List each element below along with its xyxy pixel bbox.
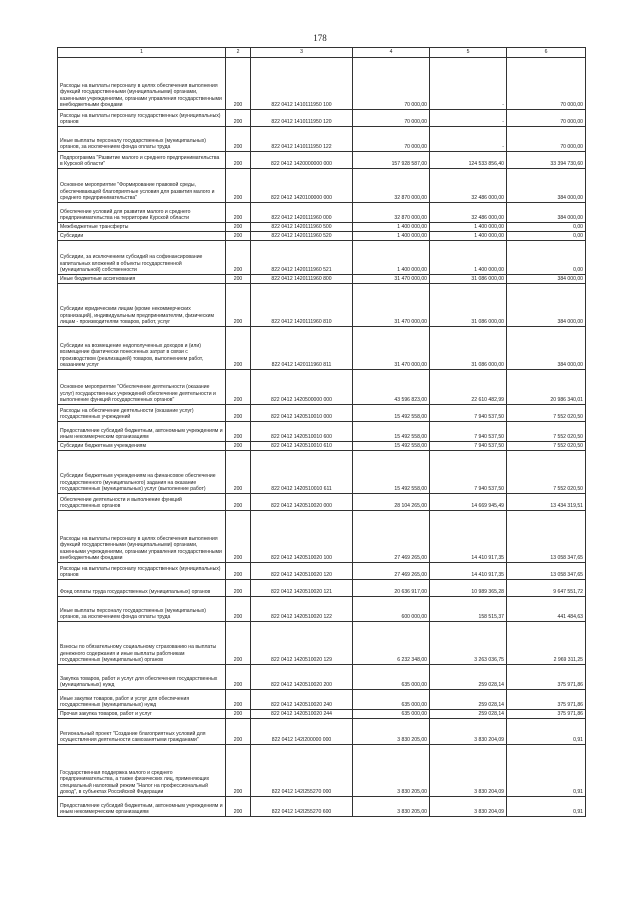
row-name: Обеспечение условий для развития малого и среднего предпринимательства на территории Курской области <box>58 203 226 223</box>
row-code: 200 <box>226 284 251 327</box>
row-classification: 822 0412 1420510010 610 <box>251 442 353 451</box>
row-classification: 822 0412 1420111960 520 <box>251 232 353 241</box>
row-name: Субсидии юридическим лицам (кроме некоммерческих организаций), индивидуальным предпринимателям, физическим лицам - производителям товаров, работ, услуг <box>58 284 226 327</box>
row-classification: 822 0412 1420510020 120 <box>251 563 353 580</box>
row-remaining: 384 000,00 <box>507 275 586 284</box>
row-name: Основное мероприятие "Формирование правовой среды, обеспечивающей благоприятные условия для развития малого и среднего предпринимательства" <box>58 169 226 203</box>
row-name: Субсидии, за исключением субсидий на софинансирование капитальных вложений в объекты государственной (муниципальной) собственности <box>58 241 226 275</box>
row-remaining: 33 394 730,60 <box>507 152 586 169</box>
table-row <box>58 203 586 223</box>
row-remaining: 0,00 <box>507 223 586 232</box>
row-remaining: 384 000,00 <box>507 203 586 223</box>
row-remaining: 13 058 347,65 <box>507 563 586 580</box>
row-code: 200 <box>226 223 251 232</box>
row-executed: 259 028,14 <box>430 710 507 719</box>
row-name: Закупка товаров, работ и услуг для обеспечения государственных (муниципальных) нужд <box>58 665 226 690</box>
row-classification: 822 0412 1420510020 129 <box>251 622 353 665</box>
table-row <box>58 241 586 275</box>
table-row <box>58 719 586 745</box>
row-name: Фонд оплаты труда государственных (муниципальных) органов <box>58 580 226 597</box>
row-classification: 822 0412 142I255270 600 <box>251 797 353 817</box>
table-row <box>58 169 586 203</box>
row-remaining: 13 058 347,65 <box>507 511 586 563</box>
row-executed: 7 940 537,50 <box>430 442 507 451</box>
row-approved: 635 000,00 <box>353 690 430 710</box>
row-approved: 15 492 558,00 <box>353 405 430 422</box>
row-executed: 10 989 365,28 <box>430 580 507 597</box>
row-code: 200 <box>226 710 251 719</box>
row-name: Субсидии на возмещение недополученных доходов и (или) возмещение фактически понесенных затрат в связи с производством (реализацией) товаров, выполнением работ, оказанием услуг <box>58 327 226 370</box>
table-row <box>58 110 586 127</box>
row-executed: 3 263 036,75 <box>430 622 507 665</box>
table-row <box>58 665 586 690</box>
row-remaining: 70 000,00 <box>507 127 586 152</box>
row-executed: 32 486 000,00 <box>430 203 507 223</box>
row-code: 200 <box>226 327 251 370</box>
row-code: 200 <box>226 370 251 405</box>
row-approved: 31 470 000,00 <box>353 275 430 284</box>
row-executed: 1 400 000,00 <box>430 232 507 241</box>
row-remaining: 70 000,00 <box>507 58 586 110</box>
row-name: Иные выплаты персоналу государственных (муниципальных) органов, за исключением фонда оплаты труда <box>58 127 226 152</box>
row-name: Расходы на выплаты персоналу в целях обеспечения выполнения функций государственными (муниципальными) органами, казенными учреждениями, органами управления государственными внебюджетными фондами <box>58 511 226 563</box>
row-approved: 3 830 205,00 <box>353 719 430 745</box>
row-executed: 3 830 204,09 <box>430 745 507 797</box>
row-approved: 27 469 265,00 <box>353 511 430 563</box>
table-row <box>58 275 586 284</box>
table-row <box>58 223 586 232</box>
table-row <box>58 597 586 622</box>
row-remaining: 70 000,00 <box>507 110 586 127</box>
header-col-5: 5 <box>430 48 507 58</box>
row-name: Межбюджетные трансферты <box>58 223 226 232</box>
row-executed: 31 086 000,00 <box>430 275 507 284</box>
row-remaining: 0,91 <box>507 745 586 797</box>
row-remaining: 375 971,86 <box>507 690 586 710</box>
row-approved: 28 104 265,00 <box>353 494 430 511</box>
row-approved: 70 000,00 <box>353 127 430 152</box>
row-code: 200 <box>226 597 251 622</box>
row-remaining: 384 000,00 <box>507 169 586 203</box>
row-code: 200 <box>226 127 251 152</box>
row-executed: 1 400 000,00 <box>430 223 507 232</box>
row-executed: 31 086 000,00 <box>430 284 507 327</box>
table-row <box>58 442 586 451</box>
table-row <box>58 232 586 241</box>
row-approved: 70 000,00 <box>353 110 430 127</box>
row-classification: 822 0412 1420000000 000 <box>251 152 353 169</box>
row-code: 200 <box>226 665 251 690</box>
row-executed: 7 940 537,50 <box>430 405 507 422</box>
row-code: 200 <box>226 232 251 241</box>
table-row <box>58 511 586 563</box>
row-executed: 14 410 917,35 <box>430 511 507 563</box>
row-executed: 3 830 204,09 <box>430 797 507 817</box>
row-approved: 15 492 558,00 <box>353 422 430 442</box>
table-row <box>58 494 586 511</box>
row-executed: 7 940 537,50 <box>430 451 507 494</box>
row-name: Иные бюджетные ассигнования <box>58 275 226 284</box>
row-executed: 1 400 000,00 <box>430 241 507 275</box>
row-classification: 822 0412 1410111950 122 <box>251 127 353 152</box>
table-row <box>58 690 586 710</box>
row-remaining: 0,91 <box>507 797 586 817</box>
row-executed: - <box>430 58 507 110</box>
row-classification: 822 0412 1410111950 100 <box>251 58 353 110</box>
table-body <box>58 58 586 817</box>
header-col-6: 6 <box>507 48 586 58</box>
row-approved: 635 000,00 <box>353 710 430 719</box>
table-row <box>58 622 586 665</box>
table-row <box>58 405 586 422</box>
row-name: Прочая закупка товаров, работ и услуг <box>58 710 226 719</box>
row-name: Основное мероприятие "Обеспечение деятельности (оказание услуг) государственных учреждений обеспечение деятельности и выполнение функций государственных органов" <box>58 370 226 405</box>
table-row <box>58 745 586 797</box>
row-approved: 31 470 000,00 <box>353 284 430 327</box>
row-approved: 20 636 917,00 <box>353 580 430 597</box>
row-code: 200 <box>226 511 251 563</box>
row-name: Взносы по обязательному социальному страхованию на выплаты денежного содержания и иные выплаты работникам государственных (муниципальных) органов <box>58 622 226 665</box>
row-name: Расходы на выплаты персоналу государственных (муниципальных) органов <box>58 110 226 127</box>
row-code: 200 <box>226 563 251 580</box>
row-executed: 124 533 856,40 <box>430 152 507 169</box>
header-col-3: 3 <box>251 48 353 58</box>
row-classification: 822 0412 1420100000 000 <box>251 169 353 203</box>
row-code: 200 <box>226 580 251 597</box>
row-remaining: 0,00 <box>507 232 586 241</box>
row-code: 200 <box>226 58 251 110</box>
row-code: 200 <box>226 405 251 422</box>
row-approved: 32 870 000,00 <box>353 203 430 223</box>
table-row <box>58 580 586 597</box>
row-remaining: 7 552 020,50 <box>507 451 586 494</box>
row-classification: 822 0412 1420500000 000 <box>251 370 353 405</box>
row-remaining: 384 000,00 <box>507 284 586 327</box>
row-approved: 600 000,00 <box>353 597 430 622</box>
row-executed: 158 515,37 <box>430 597 507 622</box>
row-code: 200 <box>226 203 251 223</box>
row-classification: 822 0412 1420510020 100 <box>251 511 353 563</box>
row-name: Предоставление субсидий бюджетным, автономным учреждениям и иным некоммерческим организациям <box>58 797 226 817</box>
row-executed: 14 669 945,49 <box>430 494 507 511</box>
page-number: 178 <box>313 33 327 43</box>
row-classification: 822 0412 142I255270 000 <box>251 745 353 797</box>
table-row <box>58 797 586 817</box>
row-code: 200 <box>226 797 251 817</box>
row-name: Подпрограмма "Развитие малого и среднего предпринимательства в Курской области" <box>58 152 226 169</box>
row-classification: 822 0412 142I200000 000 <box>251 719 353 745</box>
table-row <box>58 327 586 370</box>
row-classification: 822 0412 1420111960 810 <box>251 284 353 327</box>
row-name: Субсидии бюджетным учреждениям на финансовое обеспечение государственного (муниципального) задания на оказание государственных (муниципальных) услуг (выполнение работ) <box>58 451 226 494</box>
row-remaining: 13 434 319,51 <box>507 494 586 511</box>
row-name: Расходы на выплаты персоналу в целях обеспечения выполнения функций государственными (муниципальными) органами, казенными учреждениями, органами управления государственными внебюджетными фондами <box>58 58 226 110</box>
row-remaining: 384 000,00 <box>507 327 586 370</box>
row-approved: 635 000,00 <box>353 665 430 690</box>
row-code: 200 <box>226 442 251 451</box>
row-name: Расходы на выплаты персоналу государственных (муниципальных) органов <box>58 563 226 580</box>
row-classification: 822 0412 1420510010 611 <box>251 451 353 494</box>
row-name: Расходы на обеспечение деятельности (оказание услуг) государственных учреждений <box>58 405 226 422</box>
row-classification: 822 0412 1420111960 500 <box>251 223 353 232</box>
row-classification: 822 0412 1420111960 811 <box>251 327 353 370</box>
row-code: 200 <box>226 494 251 511</box>
row-approved: 1 400 000,00 <box>353 241 430 275</box>
row-approved: 15 492 558,00 <box>353 442 430 451</box>
row-executed: 7 940 537,50 <box>430 422 507 442</box>
header-col-2: 2 <box>226 48 251 58</box>
table-row <box>58 284 586 327</box>
row-classification: 822 0412 1420510010 000 <box>251 405 353 422</box>
row-remaining: 2 969 311,25 <box>507 622 586 665</box>
row-code: 200 <box>226 110 251 127</box>
row-approved: 27 469 265,00 <box>353 563 430 580</box>
row-executed: 259 028,14 <box>430 665 507 690</box>
row-code: 200 <box>226 241 251 275</box>
row-classification: 822 0412 1420111960 800 <box>251 275 353 284</box>
row-executed: 259 028,14 <box>430 690 507 710</box>
row-code: 200 <box>226 152 251 169</box>
header-row <box>58 48 586 58</box>
row-classification: 822 0412 1420510020 122 <box>251 597 353 622</box>
row-name: Субсидии бюджетным учреждениям <box>58 442 226 451</box>
row-code: 200 <box>226 422 251 442</box>
row-executed: - <box>430 110 507 127</box>
row-code: 200 <box>226 719 251 745</box>
row-executed: 31 086 000,00 <box>430 327 507 370</box>
row-approved: 43 596 823,00 <box>353 370 430 405</box>
row-remaining: 9 647 551,72 <box>507 580 586 597</box>
row-remaining: 7 552 020,50 <box>507 422 586 442</box>
row-approved: 3 830 205,00 <box>353 745 430 797</box>
row-code: 200 <box>226 451 251 494</box>
row-remaining: 375 971,86 <box>507 710 586 719</box>
row-code: 200 <box>226 745 251 797</box>
row-code: 200 <box>226 169 251 203</box>
row-classification: 822 0412 1420510020 200 <box>251 665 353 690</box>
table-row <box>58 710 586 719</box>
row-remaining: 441 484,63 <box>507 597 586 622</box>
table-row <box>58 58 586 110</box>
row-executed: 22 610 482,99 <box>430 370 507 405</box>
row-name: Иные закупки товаров, работ и услуг для обеспечения государственных (муниципальных) нужд <box>58 690 226 710</box>
row-classification: 822 0412 1420111960 521 <box>251 241 353 275</box>
row-code: 200 <box>226 690 251 710</box>
row-classification: 822 0412 1420510020 000 <box>251 494 353 511</box>
row-remaining: 7 552 020,50 <box>507 405 586 422</box>
row-approved: 1 400 000,00 <box>353 232 430 241</box>
row-name: Иные выплаты персоналу государственных (муниципальных) органов, за исключением фонда оплаты труда <box>58 597 226 622</box>
row-code: 200 <box>226 622 251 665</box>
row-name: Региональный проект "Создание благоприятных условий для осуществления деятельности самозанятыми гражданами" <box>58 719 226 745</box>
header-col-1: 1 <box>58 48 226 58</box>
row-code: 200 <box>226 275 251 284</box>
table-row <box>58 370 586 405</box>
row-executed: 14 410 917,35 <box>430 563 507 580</box>
row-executed: 32 486 000,00 <box>430 169 507 203</box>
row-approved: 70 000,00 <box>353 58 430 110</box>
row-remaining: 0,00 <box>507 241 586 275</box>
row-approved: 6 232 348,00 <box>353 622 430 665</box>
row-remaining: 7 552 020,50 <box>507 442 586 451</box>
table-row <box>58 422 586 442</box>
table-row <box>58 127 586 152</box>
row-approved: 1 400 000,00 <box>353 223 430 232</box>
row-classification: 822 0412 1420111960 000 <box>251 203 353 223</box>
row-executed: 3 830 204,09 <box>430 719 507 745</box>
budget-table <box>57 47 586 817</box>
row-classification: 822 0412 1420510020 240 <box>251 690 353 710</box>
row-approved: 32 870 000,00 <box>353 169 430 203</box>
row-remaining: 375 971,86 <box>507 665 586 690</box>
row-remaining: 20 986 340,01 <box>507 370 586 405</box>
row-name: Предоставление субсидий бюджетным, автономным учреждениям и иным некоммерческим организациям <box>58 422 226 442</box>
row-name: Субсидии <box>58 232 226 241</box>
row-name: Государственная поддержка малого и среднего предпринимательства, а также физических лиц, применяющих специальный налоговый режим "Налог на профессиональный доход", в субъектах Российской Федерации <box>58 745 226 797</box>
row-approved: 3 830 205,00 <box>353 797 430 817</box>
table-row <box>58 563 586 580</box>
header-col-4: 4 <box>353 48 430 58</box>
row-executed: - <box>430 127 507 152</box>
row-remaining: 0,91 <box>507 719 586 745</box>
row-approved: 157 928 587,00 <box>353 152 430 169</box>
row-name: Обеспечение деятельности и выполнение функций государственных органов <box>58 494 226 511</box>
row-classification: 822 0412 1420510020 244 <box>251 710 353 719</box>
row-classification: 822 0412 1410111950 120 <box>251 110 353 127</box>
row-classification: 822 0412 1420510020 121 <box>251 580 353 597</box>
table-row <box>58 152 586 169</box>
row-approved: 31 470 000,00 <box>353 327 430 370</box>
row-classification: 822 0412 1420510010 600 <box>251 422 353 442</box>
table-row <box>58 451 586 494</box>
row-approved: 15 492 558,00 <box>353 451 430 494</box>
